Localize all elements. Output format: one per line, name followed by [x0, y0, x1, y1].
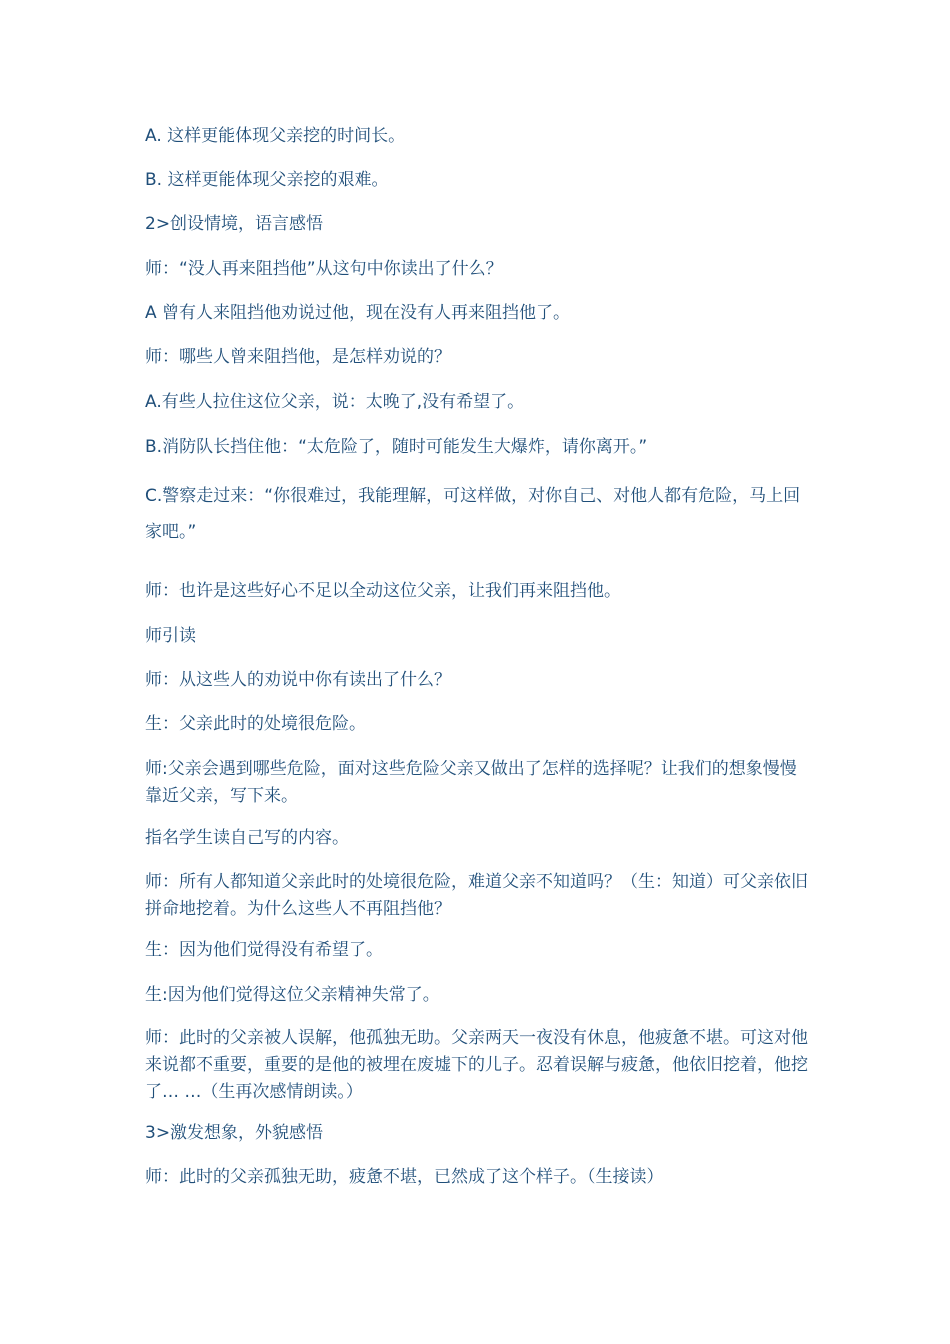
- section-heading-3: 3>激发想象，外貌感悟: [145, 1123, 324, 1143]
- answer-c-2: C.警察走过来：“你很难过，我能理解，可这样做，对你自己、对他人都有危险，马上回家吧。”: [145, 486, 801, 542]
- teacher-question-4: 师：所有人都知道父亲此时的处境很危险，难道父亲不知道吗？（生：知道）可父亲依旧拼命地挖着。为什么这些人不再阻挡他？: [145, 872, 808, 919]
- teacher-prompt-write: 师:父亲会遇到哪些危险，面对这些危险父亲又做出了怎样的选择呢？让我们的想象慢慢靠近父亲，写下来。: [145, 759, 797, 806]
- answer-a-2: A.有些人拉住这位父亲，说：太晚了,没有希望了。: [145, 392, 525, 412]
- option-a-time: A. 这样更能体现父亲挖的时间长。: [145, 126, 406, 146]
- answer-b-2: B.消防队长挡住他：“太危险了，随时可能发生大爆炸，请你离开。”: [145, 437, 648, 457]
- option-b-difficulty: B. 这样更能体现父亲挖的艰难。: [145, 170, 389, 190]
- student-answer-2: 生：因为他们觉得没有希望了。: [145, 940, 383, 960]
- instruction-read-aloud: 指名学生读自己写的内容。: [145, 828, 349, 848]
- teacher-question-1: 师：“没人再来阻挡他”从这句中你读出了什么？: [145, 259, 503, 279]
- answer-a-1: A 曾有人来阻挡他劝说过他，现在没有人再来阻挡他了。: [145, 303, 571, 323]
- teacher-question-2: 师：哪些人曾来阻挡他，是怎样劝说的？: [145, 347, 451, 367]
- teacher-question-3: 师：从这些人的劝说中你有读出了什么？: [145, 670, 451, 690]
- teacher-remark-1: 师：也许是这些好心不足以全动这位父亲，让我们再来阻挡他。: [145, 581, 621, 601]
- section-heading-2: 2>创设情境，语言感悟: [145, 214, 324, 234]
- teacher-remark-2: 师：此时的父亲孤独无助，疲惫不堪，已然成了这个样子。（生接读）: [145, 1167, 664, 1187]
- student-answer-1: 生：父亲此时的处境很危险。: [145, 714, 366, 734]
- teacher-guided-reading: 师引读: [145, 626, 196, 646]
- student-answer-3: 生:因为他们觉得这位父亲精神失常了。: [145, 985, 440, 1005]
- teacher-narration: 师：此时的父亲被人误解，他孤独无助。父亲两天一夜没有休息，他疲惫不堪。可这对他来说都不重要，重要的是他的被埋在废墟下的儿子。忍着误解与疲惫，他依旧挖着，他挖了… …（生再次感情朗读。）: [145, 1028, 808, 1102]
